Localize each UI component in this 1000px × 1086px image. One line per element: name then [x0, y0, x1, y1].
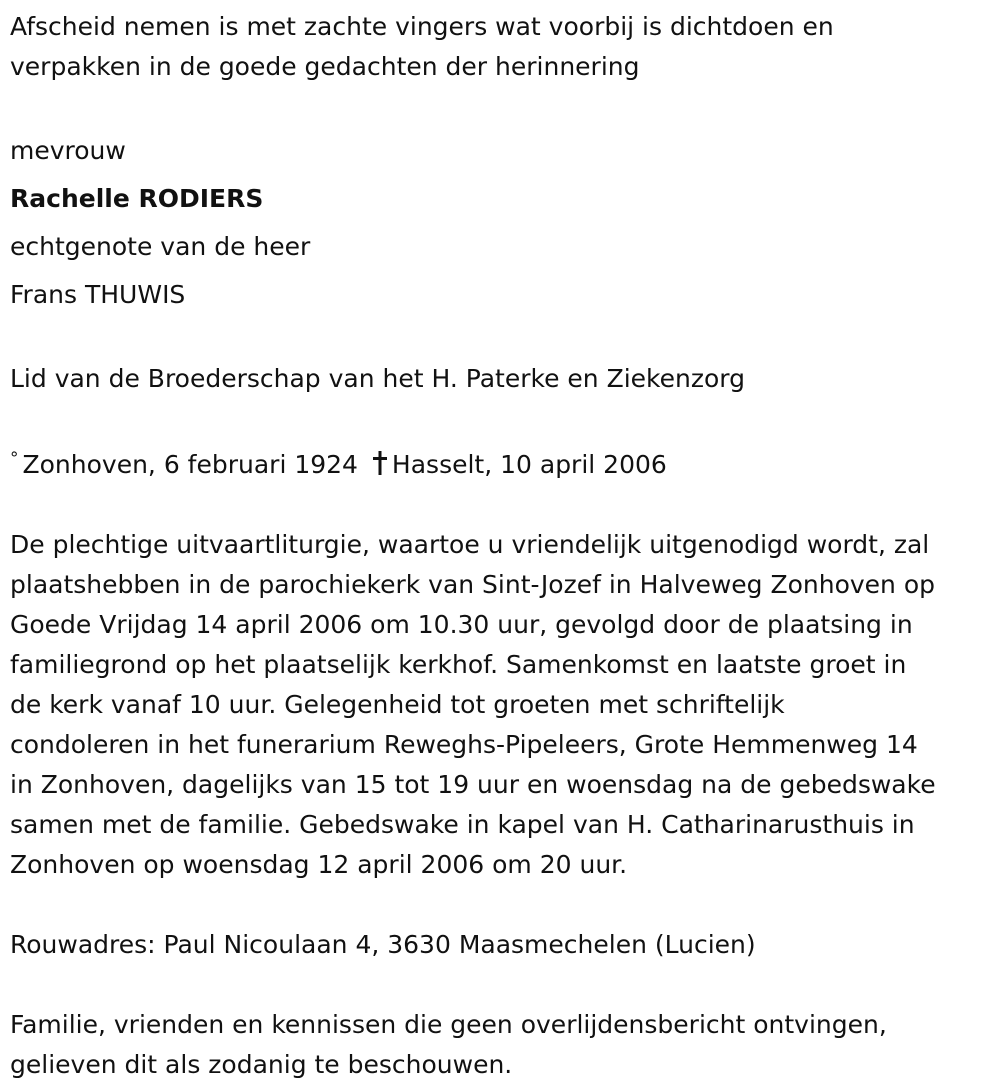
closing-note — [10, 1005, 990, 1085]
quote-line-1: Afscheid nemen is met zachte vingers wat voorbij is dichtdoen en — [10, 12, 834, 41]
funeral-line: plaatshebben in de parochiekerk van Sint-Jozef in Halveweg Zonhoven op — [10, 570, 936, 599]
dates-line — [10, 439, 990, 485]
deceased-title: mevrouw — [10, 136, 126, 165]
cross-icon — [372, 451, 388, 475]
funeral-line: condoleren in het funerarium Reweghs-Pipeleers, Grote Hemmenweg 14 — [10, 730, 918, 759]
funeral-line: de kerk vanaf 10 uur. Gelegenheid tot groeten met schriftelijk — [10, 690, 785, 719]
funeral-line: Zonhoven op woensdag 12 april 2006 om 20 uur. — [10, 850, 628, 879]
funeral-line: in Zonhoven, dagelijks van 15 tot 19 uur en woensdag na de gebedswake — [10, 770, 936, 799]
spacer — [10, 87, 990, 127]
funeral-line: familiegrond op het plaatselijk kerkhof. Samenkomst en laatste groet in — [10, 650, 907, 679]
spacer — [10, 319, 990, 359]
quote — [10, 7, 990, 87]
spouse-name: Frans THUWIS — [10, 280, 186, 309]
closing-line-1: Familie, vrienden en kennissen die geen overlijdensbericht ontvingen, — [10, 1010, 887, 1039]
birth-symbol: ° — [10, 449, 19, 469]
deceased-name: Rachelle RODIERS — [10, 184, 264, 213]
spacer — [10, 885, 990, 925]
birth-info: Zonhoven, 6 februari 1924 — [22, 450, 358, 479]
mourning-address: Rouwadres: Paul Nicoulaan 4, 3630 Maasmechelen (Lucien) — [10, 930, 756, 959]
spacer — [10, 399, 990, 439]
funeral-line: Goede Vrijdag 14 april 2006 om 10.30 uur, gevolgd door de plaatsing in — [10, 610, 913, 639]
membership: Lid van de Broederschap van het H. Paterke en Ziekenzorg — [10, 364, 745, 393]
funeral-line: De plechtige uitvaartliturgie, waartoe u vriendelijk uitgenodigd wordt, zal — [10, 530, 930, 559]
funeral-details — [10, 525, 990, 885]
closing-line-2: gelieven dit als zodanig te beschouwen. — [10, 1050, 513, 1079]
quote-line-2: verpakken in de goede gedachten der herinnering — [10, 52, 640, 81]
deceased-block — [10, 127, 990, 319]
deceased-relation: echtgenote van de heer — [10, 232, 311, 261]
spacer — [10, 965, 990, 1005]
funeral-line: samen met de familie. Gebedswake in kapel van H. Catharinarusthuis in — [10, 810, 915, 839]
death-info: Hasselt, 10 april 2006 — [391, 450, 667, 479]
spacer — [10, 485, 990, 525]
